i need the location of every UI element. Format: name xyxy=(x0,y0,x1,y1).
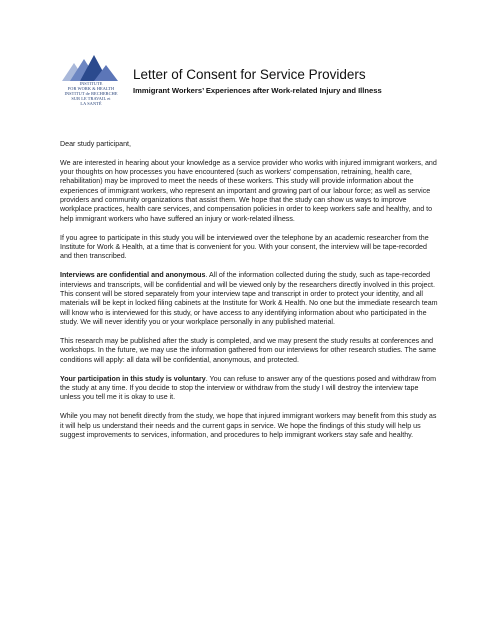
paragraph-voluntary xyxy=(60,375,440,403)
institute-logo xyxy=(60,55,122,106)
logo-line: INSTITUT de RECHERCHE xyxy=(64,91,118,96)
logo-text xyxy=(60,81,122,106)
paragraph-interview: If you agree to participate in this study you will be interviewed over the telephone by an academic researcher from the Institute for Work & Health, at a time that is convenient for you. With your consent, the interview will be tape-recorded and then transcribed. xyxy=(60,233,429,261)
logo-line: FOR WORK & HEALTH xyxy=(67,86,115,91)
logo-line: INSTITUTE xyxy=(79,81,103,86)
letter-body xyxy=(60,140,440,450)
mountain-logo-icon xyxy=(62,55,120,81)
paragraph-intro: We are interested in hearing about your knowledge as a service provider who works with injured immigrant workers, and your thoughts on how processes you have encountered (such as workers’ compensation, retraining, health care, rehabilitation) may be improved to meet the needs of these workers. This study will provide information about the experiences of immigrant workers, who represent an important and growing part of our labour force; as well as service providers and community organizations that assist them. We hope that the study can show us ways to improve workplace practices, health care services, and compensation policies in order to keep workers safe and healthy, and to help immigrant workers who have suffered an injury or work-related illness. xyxy=(60,158,437,223)
page-subtitle: Immigrant Workers’ Experiences after Work-related Injury and Illness xyxy=(133,86,382,95)
voluntary-text: . You can refuse to answer any of the questions posed and withdraw from the study at any time. If you decide to stop the interview or withdraw from the study I will destroy the interview tape unless you tell me it is okay to use it. xyxy=(60,374,436,402)
logo-line: LA SANTÉ xyxy=(80,101,102,106)
greeting: Dear study participant, xyxy=(60,140,131,148)
page-title: Letter of Consent for Service Providers xyxy=(133,67,366,82)
confidentiality-text: . All of the information collected during the study, such as tape-recorded interviews and transcripts, will be confidential and will be viewed only by the researchers directly involved in this project. This consent will be stored separately from your interview tape and transcript in order to protect your identity, and all materials will be kept in locked filing cabinets at the Institute for Work & Health. No one but the immediate research team will know who is interviewed for this study, or have access to any identifying information about who participated in the study. We will never identify you or your workplace personally in any published material. xyxy=(60,271,438,326)
logo-line: SUR LE TRAVAIL et xyxy=(71,96,111,101)
paragraph-benefits: While you may not benefit directly from the study, we hope that injured immigrant workers may benefit from this study as it will help us understand their needs and the current gaps in service. We hope the findings of this study will help us suggest improvements to services, information, and procedures to help immigrant workers stay safe and healthy. xyxy=(60,412,437,439)
paragraph-publication: This research may be published after the study is completed, and we may present the study results at conferences and workshops. In the future, we may use the information gathered from our interviews for other research studies. The same conditions will apply: all data will be confidential, anonymous, and protected. xyxy=(60,337,437,364)
paragraph-confidentiality xyxy=(60,271,440,327)
voluntary-heading: Your participation in this study is voluntary xyxy=(60,374,206,383)
confidentiality-heading: Interviews are confidential and anonymous xyxy=(60,271,206,280)
